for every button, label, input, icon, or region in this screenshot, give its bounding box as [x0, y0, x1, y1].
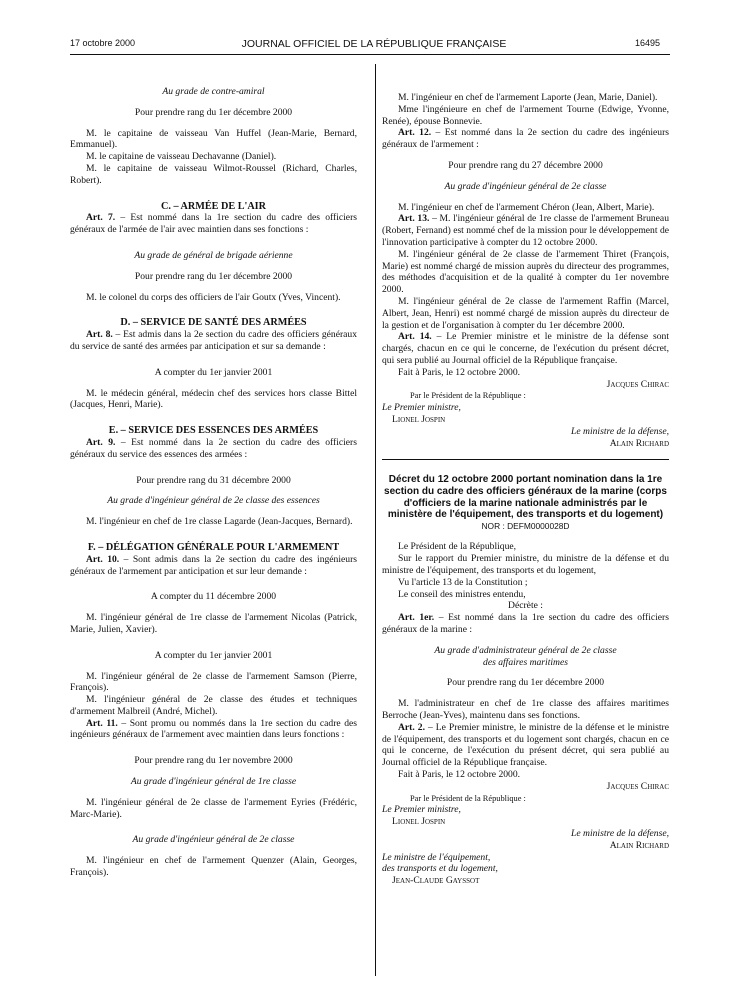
grade-heading: Au grade d'ingénieur général de 1re classe — [130, 776, 297, 788]
right-column — [382, 92, 669, 887]
defence-minister-name: Alain Richard — [609, 839, 669, 851]
preamble-line: Le conseil des ministres entendu, — [398, 588, 526, 600]
decree-title: Décret du 12 octobre 2000 portant nomination dans la 1re section du cadre des officiers généraux de la marine (corps d'officiers de la marine nationale administrés par le ministère de l'équipement, des transports et du logement) — [384, 474, 667, 521]
defence-minister-name: Alain Richard — [609, 437, 669, 449]
by-president-line: Par le Président de la République : — [410, 391, 526, 401]
rank-date: A compter du 11 décembre 2000 — [150, 591, 277, 603]
header-date: 17 octobre 2000 — [70, 38, 136, 48]
nomination-entry: M. le colonel du corps des officiers de l'air Goutx (Yves, Vincent). — [86, 291, 341, 303]
article-text: – Le Premier ministre, le ministre de la défense et le ministre de l'équipement, des transports et du logement sont chargés, chacun en ce qui le concerne, de l'exécution du présent décret, qui sera publié au Journal officiel de la République française. — [382, 721, 670, 769]
prime-minister-name: Lionel Jospin — [392, 413, 446, 425]
article-label: Art. 9. — [86, 436, 116, 448]
defence-minister-title: Le ministre de la défense, — [571, 425, 669, 437]
article-text: – Le Premier ministre et le ministre de la défense sont chargés, chacun en ce qui le concerne, de l'exécution du présent décret, qui sera publié au Journal officiel de la République française. — [382, 331, 669, 366]
equipment-minister-name: Jean-Claude Gayssot — [392, 875, 480, 887]
article-text: – Sont admis dans la 2e section du cadre des ingénieurs généraux de l'armement par anticipation et sur leur demande : — [70, 553, 358, 577]
nomination-entry: M. le médecin général, médecin chef des services hors classe Bittel (Jacques, Henri, Marie). — [70, 387, 357, 411]
article-9 — [70, 437, 357, 461]
journal-title: JOURNAL OFFICIEL DE LA RÉPUBLIQUE FRANÇAISE — [241, 38, 507, 50]
article-text: – Sont promu ou nommés dans la 1re section du cadre des ingénieurs généraux de l'armement avec maintien dans leurs fonctions : — [70, 717, 357, 741]
rank-date: A compter du 1er janvier 2001 — [154, 649, 273, 661]
article-label: Art. 13. — [398, 213, 430, 225]
section-heading: D. – SERVICE DE SANTÉ DES ARMÉES — [120, 317, 307, 329]
article-7 — [70, 212, 357, 236]
article-label: Art. 12. — [398, 127, 432, 139]
rank-date: Pour prendre rang du 27 décembre 2000 — [448, 159, 603, 171]
nomination-entry: M. l'ingénieur général de 2e classe de l'armement Eyries (Frédéric, Marc-Marie). — [70, 796, 357, 820]
grade-heading: Au grade d'ingénieur général de 2e classe — [132, 834, 295, 846]
prime-minister-title: Le Premier ministre, — [382, 402, 461, 414]
article-label: Art. 14. — [398, 331, 432, 343]
grade-heading: des affaires maritimes — [483, 656, 568, 668]
nomination-entry: M. l'ingénieur en chef de l'armement Laporte (Jean, Marie, Daniel). — [398, 92, 658, 103]
president-signature: Jacques Chirac — [606, 378, 669, 390]
rank-date: Pour prendre rang du 1er décembre 2000 — [134, 106, 293, 118]
article-13 — [382, 213, 669, 248]
article-text: – M. l'ingénieur général de 1re classe de l'armement Bruneau (Robert, Fernand) est nommé chef de la mission pour le développement de l'innovation participative à compter du 12 octobre 2000. — [382, 213, 669, 248]
article-text: – Est nommé dans la 1re section du cadre des officiers généraux de l'armée de l'air avec maintien dans ses fonctions : — [70, 212, 357, 236]
rank-date: Pour prendre rang du 1er novembre 2000 — [134, 755, 293, 767]
nomination-entry: M. le capitaine de vaisseau Wilmot-Roussel (Richard, Charles, Robert). — [70, 162, 357, 186]
grade-heading: Au grade d'ingénieur général de 2e classe — [444, 180, 607, 192]
article-2 — [382, 722, 669, 769]
article-label: Art. 8. — [86, 329, 113, 341]
nomination-entry: Mme l'ingénieure en chef de l'armement Tourne (Edwige, Yvonne, Renée), épouse Bonnevie. — [382, 103, 669, 127]
nomination-entry: M. le capitaine de vaisseau Van Huffel (Jean-Marie, Bernard, Emmanuel). — [70, 127, 357, 151]
article-1 — [382, 612, 669, 636]
article-label: Art. 1er. — [398, 612, 435, 624]
section-heading: E. – SERVICE DES ESSENCES DES ARMÉES — [108, 425, 319, 437]
prime-minister-name: Lionel Jospin — [392, 816, 446, 828]
by-president-line: Par le Président de la République : — [410, 793, 526, 803]
nomination-entry: M. l'ingénieur en chef de 1re classe Lagarde (Jean-Jacques, Bernard). — [86, 516, 353, 528]
preamble-line: Sur le rapport du Premier ministre, du ministre de la défense et du ministre de l'équipement, des transports et du logement, — [382, 553, 669, 577]
nomination-entry: M. l'ingénieur en chef de l'armement Chéron (Jean, Albert, Marie). — [398, 201, 655, 213]
rank-date: Pour prendre rang du 1er décembre 2000 — [134, 270, 293, 282]
page-number: 16495 — [634, 38, 660, 48]
signing-place-date: Fait à Paris, le 12 octobre 2000. — [398, 366, 521, 378]
section-heading: C. – ARMÉE DE L'AIR — [161, 200, 266, 212]
rank-date: Pour prendre rang du 1er décembre 2000 — [446, 677, 605, 689]
nor-reference: NOR : DEFM0000028D — [481, 520, 570, 531]
president-signature: Jacques Chirac — [606, 780, 669, 792]
article-text: – Est nommé dans la 2e section du cadre des ingénieurs généraux de l'armement : — [382, 127, 669, 151]
nomination-entry: M. l'ingénieur général de 2e classe de l'armement Raffin (Marcel, Albert, Jean, Henri) est nommé chargé de mission auprès du directeur de la gestion et de l'organisation à compter du 1er décembre 2000. — [382, 295, 669, 331]
article-11 — [70, 718, 357, 742]
nomination-entry: M. l'ingénieur en chef de l'armement Quenzer (Alain, Georges, François). — [70, 855, 357, 879]
preamble-line: Vu l'article 13 de la Constitution ; — [398, 576, 528, 588]
nomination-entry: M. l'ingénieur général de 2e classe de l'armement Thiret (François, Marie) est nommé chargé de mission auprès du directeur des programmes, des méthodes d'acquisition et de la qualité à compter du 1er novembre 2000. — [382, 248, 669, 296]
article-text: – Est nommé dans la 2e section du cadre des officiers généraux du service des essences des armées : — [70, 436, 357, 460]
grade-heading: Au grade d'administrateur général de 2e classe — [434, 644, 617, 656]
equipment-minister-title-cont: des transports et du logement, — [382, 863, 498, 875]
nomination-entry: M. l'ingénieur général de 2e classe des études et techniques d'armement Malbreil (André, Michel). — [70, 694, 357, 717]
nomination-entry: M. le capitaine de vaisseau Dechavanne (Daniel). — [86, 151, 277, 163]
article-12 — [382, 127, 669, 151]
left-column — [70, 86, 357, 879]
column-divider — [375, 64, 376, 976]
grade-heading: Au grade d'ingénieur général de 2e classe des essences — [107, 495, 320, 507]
article-label: Art. 10. — [86, 553, 120, 565]
article-text: – Est admis dans la 2e section du cadre des officiers généraux du service de santé des armées par anticipation et sur sa demande : — [70, 329, 357, 352]
signing-place-date: Fait à Paris, le 12 octobre 2000. — [398, 769, 521, 781]
nomination-entry: M. l'ingénieur général de 2e classe de l'armement Samson (Pierre, François). — [70, 670, 357, 694]
article-8 — [70, 329, 357, 353]
decree-separator — [382, 459, 669, 460]
article-label: Art. 11. — [86, 717, 118, 729]
defence-minister-title: Le ministre de la défense, — [571, 828, 669, 840]
grade-heading: Au grade de général de brigade aérienne — [134, 249, 293, 261]
preamble-line: Le Président de la République, — [398, 541, 517, 553]
section-heading: F. – DÉLÉGATION GÉNÉRALE POUR L'ARMEMENT — [87, 541, 340, 553]
equipment-minister-title: Le ministre de l'équipement, — [382, 851, 491, 863]
grade-heading: Au grade de contre-amiral — [162, 86, 265, 97]
header-rule — [70, 54, 670, 55]
article-10 — [70, 554, 357, 578]
decrete-heading: Décrète : — [508, 600, 543, 612]
article-14 — [382, 331, 669, 366]
nomination-entry: M. l'administrateur en chef de 1re classe des affaires maritimes Berroche (Jean-Yves), maintenu dans ses fonctions. — [382, 698, 669, 722]
article-label: Art. 2. — [398, 721, 425, 733]
rank-date: Pour prendre rang du 31 décembre 2000 — [136, 474, 291, 486]
nomination-entry: M. l'ingénieur général de 1re classe de l'armement Nicolas (Patrick, Marie, Julien, Xavier). — [70, 612, 357, 635]
rank-date: A compter du 1er janvier 2001 — [154, 366, 273, 378]
prime-minister-title: Le Premier ministre, — [382, 804, 461, 816]
article-text: – Est nommé dans la 1re section du cadre des officiers généraux de la marine : — [382, 612, 669, 636]
article-label: Art. 7. — [86, 212, 116, 224]
